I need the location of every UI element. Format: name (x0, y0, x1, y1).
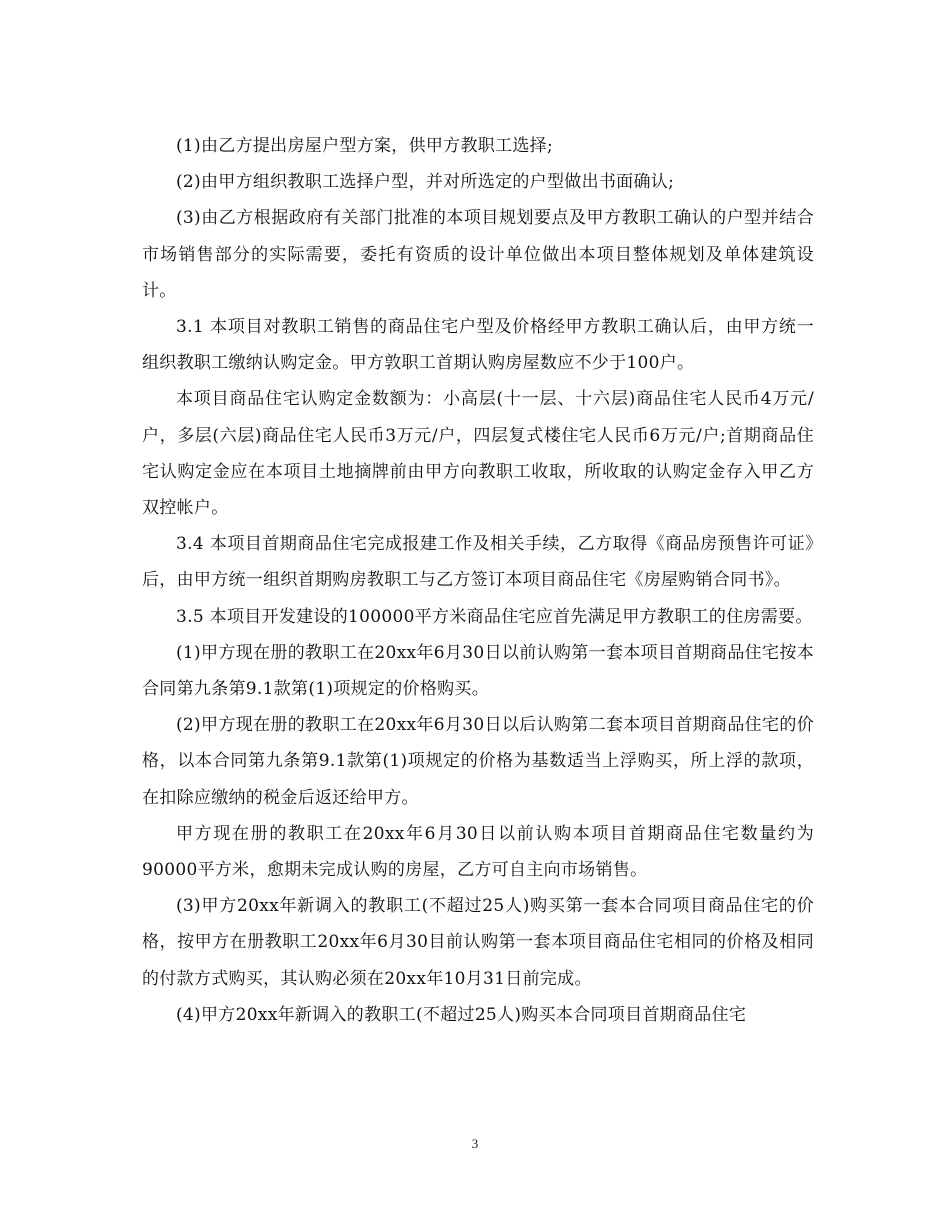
paragraph-11: (3)甲方20xx年新调入的教职工(不超过25人)购买第一套本合同项目商品住宅的价格，按甲方在册教职工20xx年6月30目前认购第一套本项目商品住宅相同的价格及相同的付款方式购买，其认购必须在20xx年10月31日前完成。 (142, 896, 814, 989)
paragraph-6: 3.4 本项目首期商品住宅完成报建工作及相关手续，乙方取得《商品房预售许可证》后，由甲方统一组织首期购房教职工与乙方签订本项目商品住宅《房屋购销合同书》。 (142, 534, 814, 591)
paragraph-2: (2)由甲方组织教职工选择户型，并对所选定的户型做出书面确认; (176, 172, 675, 193)
paragraph-7: 3.5 本项目开发建设的100000平方米商品住宅应首先满足甲方教职工的住房需要。 (176, 606, 813, 627)
document-body (142, 128, 814, 1033)
paragraph-4: 3.1 本项目对教职工销售的商品住宅户型及价格经甲方教职工确认后，由甲方统一组织教职工缴纳认购定金。甲方敦职工首期认购房屋数应不少于100户。 (142, 317, 814, 374)
paragraph-5: 本项目商品住宅认购定金数额为：小高层(十一层、十六层)商品住宅人民币4万元/户，多层(六层)商品住宅人民币3万元/户，四层复式楼住宅人民币6万元/户;首期商品住宅认购定金应在本项目土地摘牌前由甲方向教职工收取，所收取的认购定金存入甲乙方双控帐户。 (142, 389, 814, 519)
paragraph-12: (4)甲方20xx年新调入的教职工(不超过25人)购买本合同项目首期商品住宅 (176, 1004, 747, 1025)
paragraph-1: (1)由乙方提出房屋户型方案，供甲方教职工选择; (176, 136, 554, 156)
paragraph-9: (2)甲方现在册的教职工在20xx年6月30日以后认购第二套本项目首期商品住宅的价格，以本合同第九条第9.1款第(1)项规定的价格为基数适当上浮购买，所上浮的款项，在扣除应缴纳的税金后返还给甲方。 (142, 715, 814, 808)
page-number: 3 (471, 1136, 479, 1151)
paragraph-8: (1)甲方现在册的教职工在20xx年6月30日以前认购第一套本项目首期商品住宅按本合同第九条第9.1款第(1)项规定的价格购买。 (142, 642, 814, 700)
paragraph-10: 甲方现在册的教职工在20xx年6月30日以前认购本项目首期商品住宅数量约为90000平方米，愈期未完成认购的房屋，乙方可自主向市场销售。 (142, 823, 814, 881)
paragraph-3: (3)由乙方根据政府有关部门批准的本项目规划要点及甲方教职工确认的户型并结合市场销售部分的实际需要，委托有资质的设计单位做出本项目整体规划及单体建筑设计。 (142, 208, 814, 301)
